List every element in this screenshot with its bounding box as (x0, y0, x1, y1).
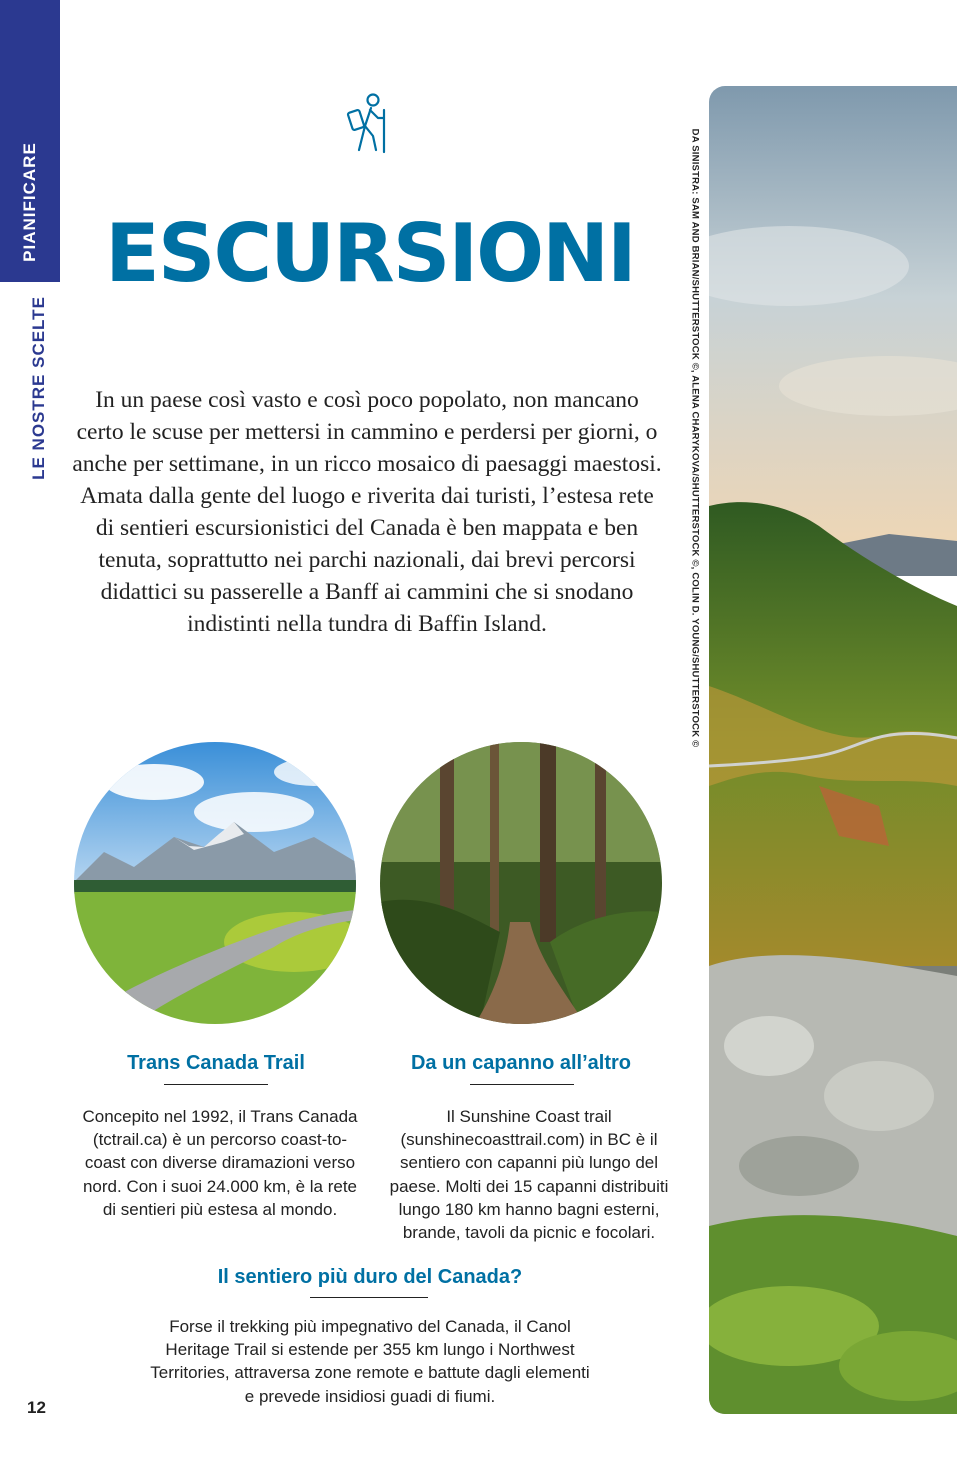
section-rule (470, 1084, 574, 1085)
section-label: PIANIFICARE (20, 142, 39, 262)
subsection-label: LE NOSTRE SCELTE (29, 296, 48, 480)
photo-forest-path (380, 742, 662, 1024)
page-title: ESCURSIONI (105, 206, 635, 300)
section-body-canol: Forse il trekking più impegnativo del Canada, il Canol Heritage Trail si estende per 355 km lungo i Northwest Territories, attraversa zone remote e battute dagli elementi e prevede insidiosi guadi di fiumi. (150, 1317, 590, 1406)
photo-credit: DA SINISTRA: SAM AND BRIAN/SHUTTERSTOCK ©, ALENA CHARYKOVA/SHUTTERSTOCK ©, COLIN D. YOUNG/SHUTTERSTOCK © (689, 128, 701, 748)
section-title-trans-canada: Trans Canada Trail (127, 1052, 305, 1074)
section-rule (164, 1084, 268, 1085)
section-body-trans-canada: Concepito nel 1992, il Trans Canada (tctrail.ca) è un percorso coast-to-coast con diverse diramazioni verso nord. Con i suoi 24.000 km, è la rete di sentieri più estesa al mondo. (82, 1107, 358, 1219)
section-title-canol: Il sentiero più duro del Canada? (217, 1266, 523, 1288)
hiker-icon (346, 92, 390, 154)
section-body-capanno: Il Sunshine Coast trail (sunshinecoasttrail.com) in BC è il sentiero con capanni più lungo del paese. Molti dei 15 capanni distribuiti lungo 180 km hanno bagni esterni, brande, tavoli da picnic e focolari. (389, 1107, 669, 1243)
photo-valley-panorama (709, 86, 957, 1414)
intro-paragraph: In un paese così vasto e così poco popolato, non mancano certo le scuse per mettersi in cammino e perdersi per giorni, o anche per settimane, in un ricco mosaico di paesaggi maestosi. Amata dalla gente del luogo e riverita dai turisti, l’estesa rete di sentieri escursionistici del Canada è ben mappata e ben tenuta, soprattutto nei parchi nazionali, dai brevi percorsi didattici su passerelle a Banff ai cammini che si snodano indistinti nella tundra di Baffin Island. (72, 387, 662, 637)
section-rule (310, 1297, 428, 1298)
section-title-capanno: Da un capanno all’altro (410, 1052, 632, 1074)
photo-trail-meadow (74, 742, 356, 1024)
page-number: 12 (27, 1398, 46, 1417)
